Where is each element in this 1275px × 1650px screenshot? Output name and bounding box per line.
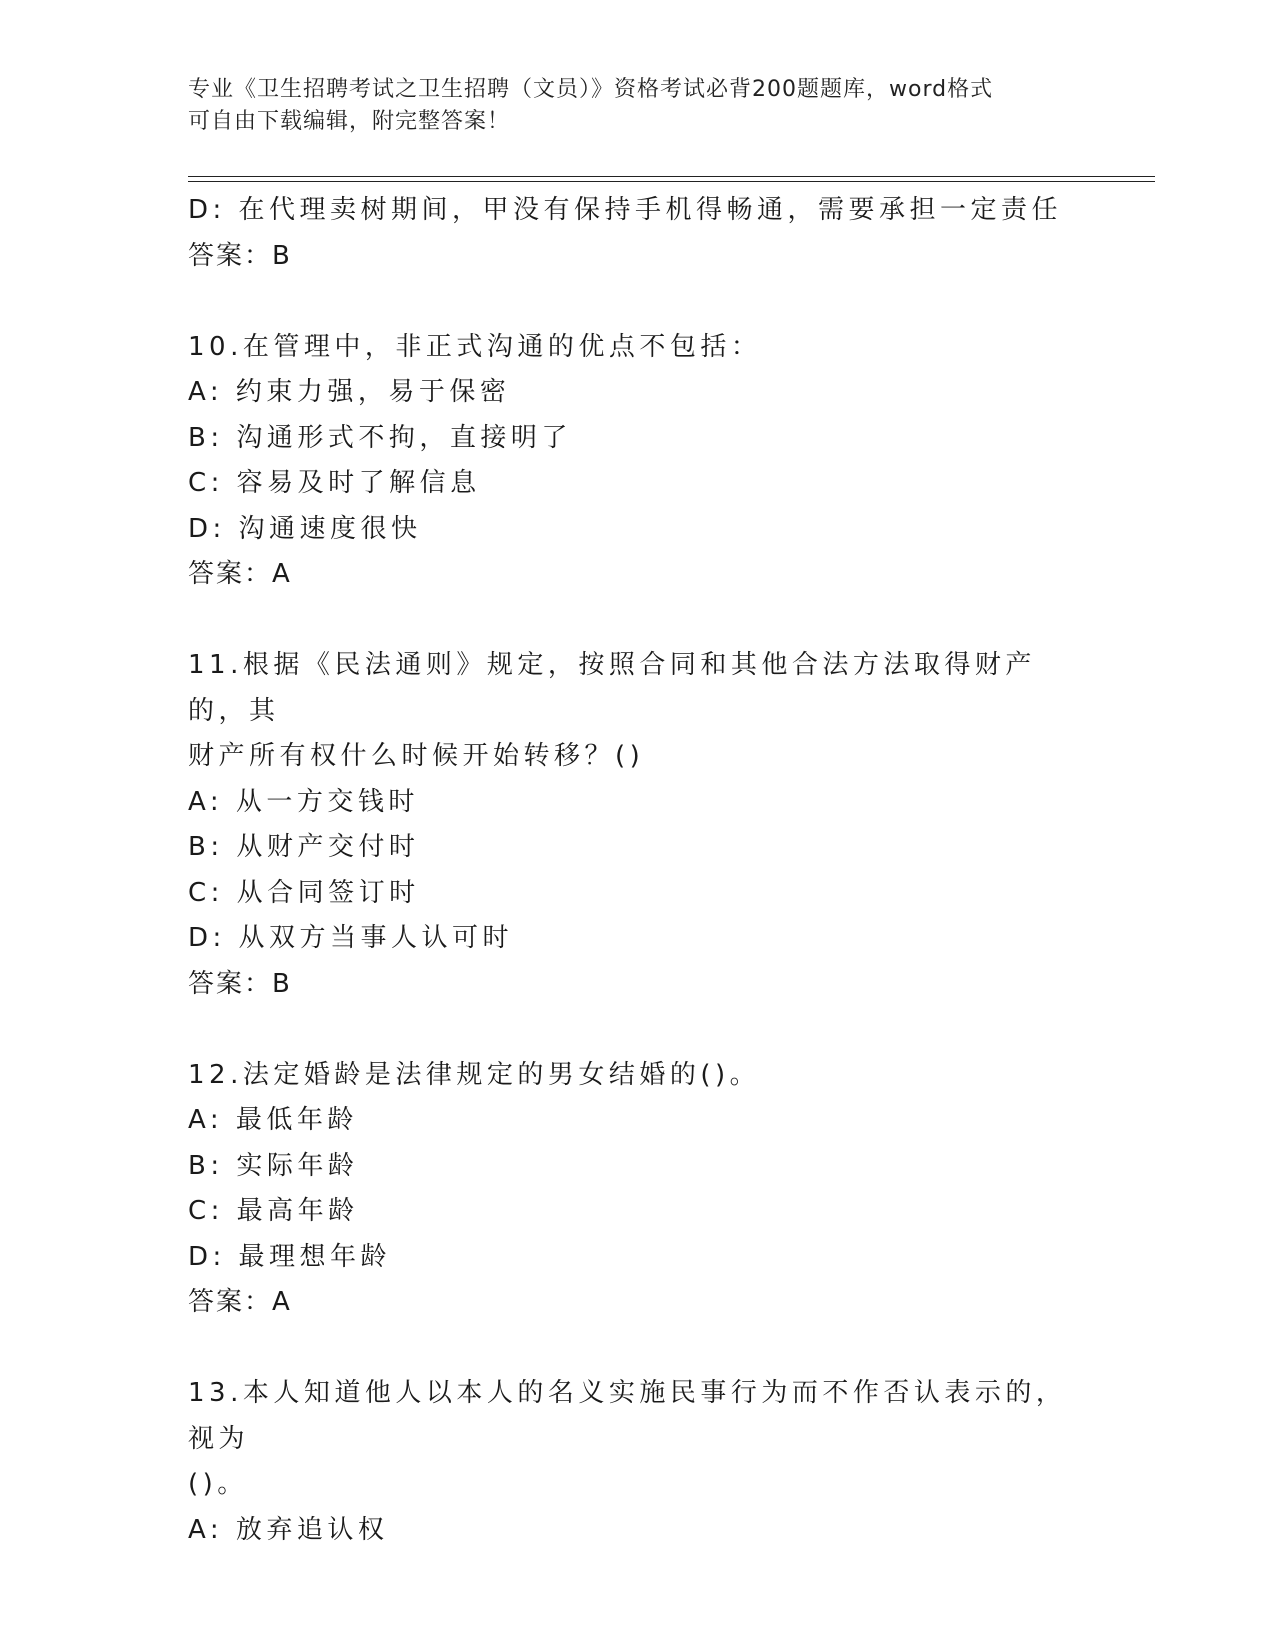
document-header <box>188 74 1088 138</box>
question-stem: 12.法定婚龄是法律规定的男女结婚的()。 <box>188 1059 761 1090</box>
option-c: C: 容易及时了解信息 <box>188 468 481 498</box>
option-a: A: 约束力强，易于保密 <box>188 377 511 407</box>
question-12 <box>188 1053 1088 1326</box>
question-stem: 13.本人知道他人以本人的名义实施民事行为而不作否认表示的，视为 <box>188 1378 1067 1454</box>
option-a: A: 从一方交钱时 <box>188 786 419 817</box>
option-c: C: 从合同签订时 <box>188 877 420 908</box>
question-10 <box>188 325 1088 598</box>
spacer <box>188 598 1088 644</box>
question-13 <box>188 1371 1088 1553</box>
option-d: D: 沟通速度很快 <box>188 513 422 544</box>
spacer <box>188 1326 1088 1372</box>
prev-option-d: D: 在代理卖树期间，甲没有保持手机得畅通，需要承担一定责任 <box>188 195 1063 225</box>
answer: 答案：A <box>188 559 292 589</box>
question-list <box>188 188 1088 1553</box>
option-a: A: 放弃追认权 <box>188 1514 389 1545</box>
answer: 答案：A <box>188 1287 292 1317</box>
option-b: B: 沟通形式不拘，直接明了 <box>188 422 572 453</box>
option-a: A: 最低年龄 <box>188 1105 358 1135</box>
header-divider-top <box>188 176 1155 177</box>
option-b: B: 从财产交付时 <box>188 832 420 862</box>
question-stem-continued: ()。 <box>188 1469 248 1499</box>
question-11 <box>188 643 1088 1007</box>
option-b: B: 实际年龄 <box>188 1150 359 1181</box>
question-stem-continued: 财产所有权什么时候开始转移？() <box>188 741 645 771</box>
header-divider-bottom <box>188 181 1155 182</box>
option-d: D: 最理想年龄 <box>188 1241 392 1272</box>
header-line-2: 可自由下载编辑，附完整答案！ <box>188 109 511 134</box>
spacer <box>188 1007 1088 1053</box>
question-stem: 11.根据《民法通则》规定，按照合同和其他合法方法取得财产的，其 <box>188 650 1036 726</box>
option-c: C: 最高年龄 <box>188 1196 359 1226</box>
answer: 答案：B <box>188 968 292 999</box>
header-line-1: 专业《卫生招聘考试之卫生招聘（文员）》资格考试必背200题题库，word格式 <box>188 77 994 102</box>
question-stem: 10.在管理中，非正式沟通的优点不包括： <box>188 331 762 362</box>
option-d: D: 从双方当事人认可时 <box>188 923 514 953</box>
spacer <box>188 279 1088 325</box>
prev-answer: 答案：B <box>188 240 292 271</box>
